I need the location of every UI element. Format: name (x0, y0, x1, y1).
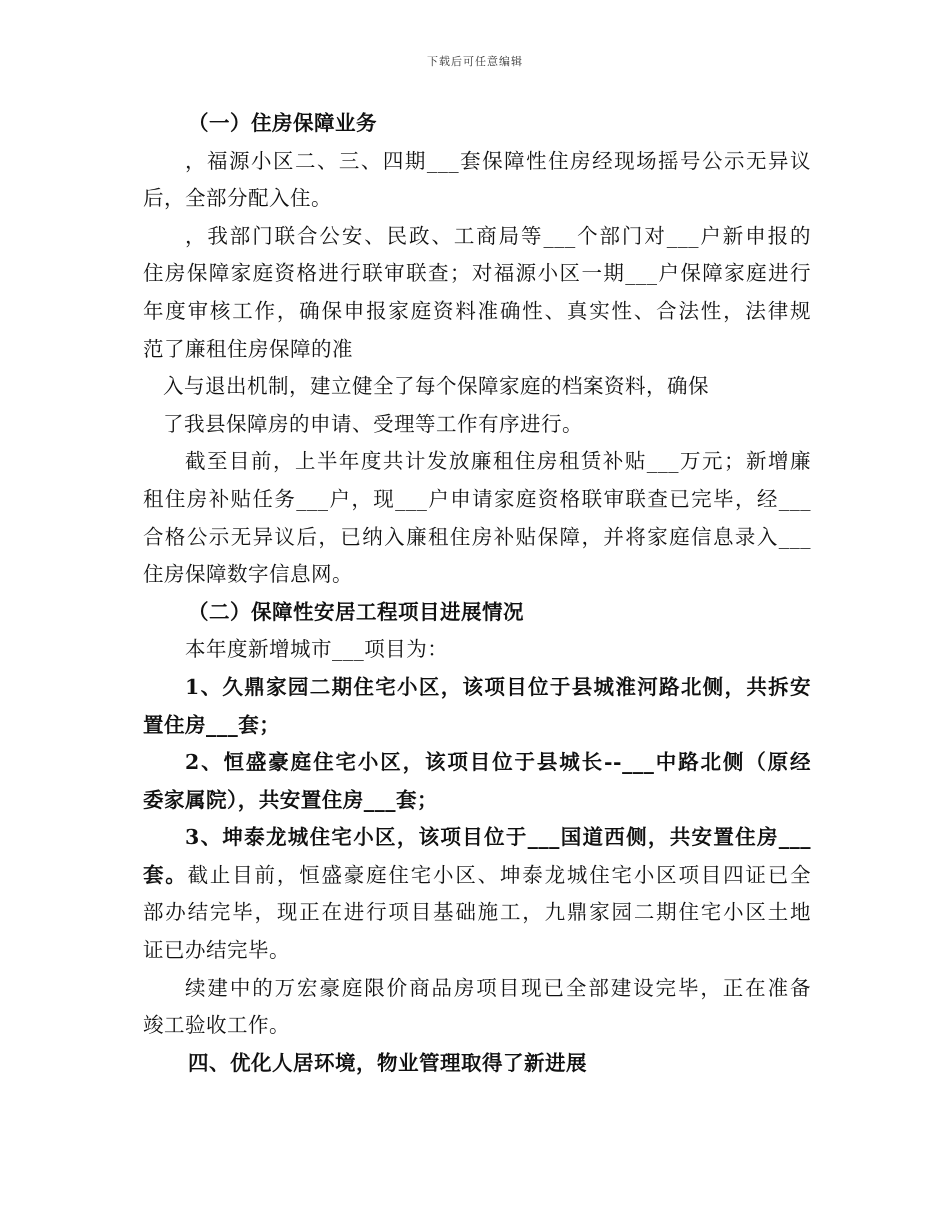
document-body (143, 105, 811, 1082)
paragraph-line: 合格公示无异议后，已纳入廉租住房补贴保障，并将家庭信息录入___ (143, 524, 811, 549)
project-item-3: 3、坤泰龙城住宅小区，该项目位于___国道西侧，共安置住房___ (185, 825, 811, 850)
section-heading-living-environment: 四、优化人居环境，物业管理取得了新进展 (188, 1050, 587, 1075)
paragraph-line (143, 857, 811, 895)
paragraph-line: 住房保障家庭资格进行联审联查；对福源小区一期___户保障家庭进行 (143, 261, 811, 286)
paragraph-line: ，我部门联合公安、民政、工商局等___个部门对___户新申报的 (185, 223, 811, 248)
paragraph-line: 入与退出机制，建立健全了每个保障家庭的档案资料，确保 (163, 374, 709, 399)
paragraph-line: 年度审核工作，确保申报家庭资料准确性、真实性、合法性，法律规 (143, 298, 811, 323)
paragraph-line: ，福源小区二、三、四期___套保障性住房经现场摇号公示无异议 (185, 148, 811, 173)
paragraph-line: 本年度新增城市___项目为： (185, 637, 449, 662)
paragraph-line: 续建中的万宏豪庭限价商品房项目现已全部建设完毕，正在准备 (185, 975, 811, 1000)
section-heading-housing-security: （一）住房保障业务 (188, 111, 377, 135)
project-item-1: 1、久鼎家园二期住宅小区，该项目位于县城淮河路北侧，共拆安 (185, 674, 811, 699)
project-item-3-cont: 套。 (143, 862, 188, 887)
paragraph-line: 后，全部分配入住。 (143, 186, 332, 211)
paragraph-line: 范了廉租住房保障的准 (143, 336, 353, 361)
paragraph-line: 住房保障数字信息网。 (143, 562, 353, 587)
project-item-2: 2、恒盛豪庭住宅小区，该项目位于县城长--___中路北侧（原经 (185, 750, 811, 775)
paragraph-line: 截至目前，上半年度共计发放廉租住房租赁补贴___万元；新增廉 (185, 449, 811, 474)
project-item-1-cont: 置住房___套； (143, 712, 281, 737)
paragraph-line: 竣工验收工作。 (143, 1013, 290, 1038)
project-item-2-cont: 委家属院），共安置住房___套； (143, 787, 438, 812)
page-header-note: 下载后可任意编辑 (427, 55, 523, 68)
paragraph-line: 了我县保障房的申请、受理等工作有序进行。 (163, 411, 583, 436)
section-heading-project-progress: （二）保障性安居工程项目进展情况 (188, 599, 524, 624)
paragraph-line: 部办结完毕，现正在进行项目基础施工，九鼎家园二期住宅小区土地 (143, 900, 811, 925)
paragraph-line-cont: 截止目前，恒盛豪庭住宅小区、坤泰龙城住宅小区项目四证已全 (187, 862, 812, 887)
paragraph-line: 租住房补贴任务___户，现___户申请家庭资格联审联查已完毕，经___ (143, 486, 811, 511)
paragraph-line: 证已办结完毕。 (143, 938, 290, 963)
